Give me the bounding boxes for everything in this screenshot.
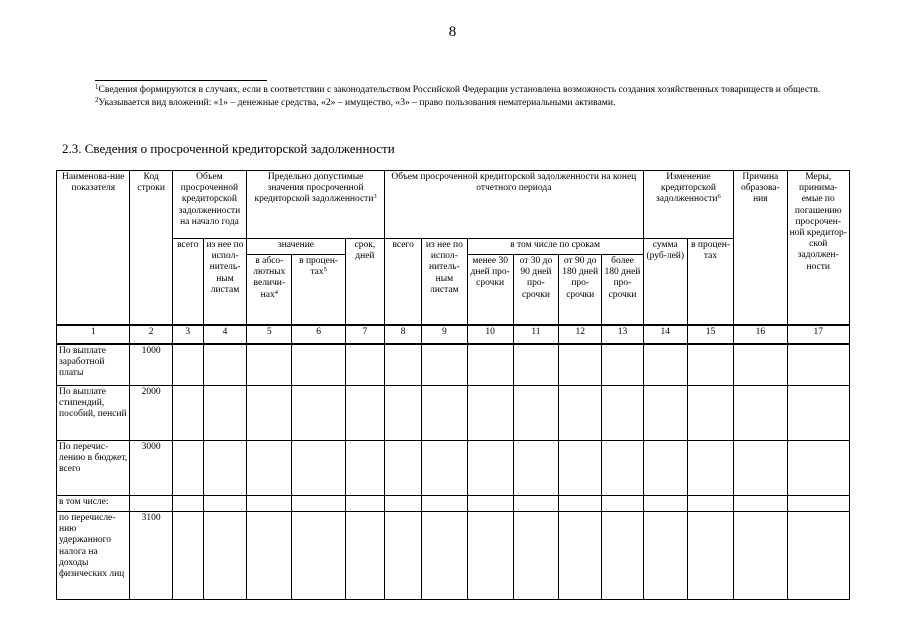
header-total-end: всего	[385, 239, 422, 325]
table-row	[57, 386, 850, 441]
empty-cell	[787, 344, 850, 386]
empty-cell	[643, 512, 687, 600]
row-code: 2000	[130, 386, 172, 441]
page-number: 8	[448, 24, 457, 40]
footnote-text: Указывается вид вложений: «1» – денежные средства, «2» – имущество, «3» – право пользования нематериальными активами.	[98, 96, 616, 108]
row-code: 1000	[130, 344, 172, 386]
row-name: в том числе:	[57, 496, 130, 512]
empty-cell	[734, 386, 787, 441]
empty-cell	[787, 386, 850, 441]
empty-cell	[422, 512, 467, 600]
empty-cell	[292, 441, 345, 496]
empty-cell	[385, 496, 422, 512]
empty-cell	[787, 496, 850, 512]
column-number: 12	[559, 325, 602, 344]
row-code	[130, 496, 172, 512]
header-limit	[247, 171, 385, 239]
empty-cell	[687, 512, 733, 600]
column-number: 1	[57, 325, 130, 344]
empty-cell	[787, 512, 850, 600]
column-number: 5	[247, 325, 292, 344]
row-code: 3000	[130, 441, 172, 496]
empty-cell	[602, 344, 643, 386]
header-of-which-exec: из нее по испол-нитель-ным листам	[203, 239, 246, 325]
empty-cell	[247, 441, 292, 496]
row-name: По перечис-лению в бюджет, всего	[57, 441, 130, 496]
empty-cell	[643, 496, 687, 512]
empty-cell	[422, 496, 467, 512]
header-name: Наименова-ние показателя	[57, 171, 130, 325]
header-reason: Причина образова-ния	[734, 171, 787, 325]
empty-cell	[643, 441, 687, 496]
empty-cell	[643, 344, 687, 386]
empty-cell	[292, 344, 345, 386]
header-change	[643, 171, 734, 239]
empty-cell	[734, 496, 787, 512]
column-number: 4	[203, 325, 246, 344]
empty-cell	[345, 386, 384, 441]
empty-cell	[172, 441, 203, 496]
header-absolute-text: в абсо-лютных величи-нах	[253, 256, 286, 300]
empty-cell	[345, 512, 384, 600]
column-number: 8	[385, 325, 422, 344]
empty-cell	[172, 344, 203, 386]
empty-cell	[559, 512, 602, 600]
header-by-terms: в том числе по срокам	[467, 239, 643, 255]
header-row-1	[57, 171, 850, 239]
header-percent-text: в процен-тах	[299, 256, 339, 278]
table-row	[57, 344, 850, 386]
empty-cell	[513, 496, 558, 512]
header-percent-change: в процен-тах	[687, 239, 733, 325]
empty-cell	[172, 386, 203, 441]
column-number: 11	[513, 325, 558, 344]
header-volume-start: Объем просроченной кредиторской задолженности на начало года	[172, 171, 246, 239]
empty-cell	[643, 386, 687, 441]
empty-cell	[172, 512, 203, 600]
empty-cell	[422, 386, 467, 441]
column-number: 16	[734, 325, 787, 344]
empty-cell	[559, 496, 602, 512]
column-number: 6	[292, 325, 345, 344]
empty-cell	[787, 441, 850, 496]
header-less-30: менее 30 дней про-срочки	[467, 255, 513, 325]
header-code: Код строки	[130, 171, 172, 325]
empty-cell	[687, 441, 733, 496]
empty-cell	[345, 496, 384, 512]
column-number: 9	[422, 325, 467, 344]
empty-cell	[247, 386, 292, 441]
footnote-mark: 1	[95, 83, 99, 91]
footnote-text: Сведения формируются в случаях, если в соответствии с законодательством Российской Федерации установлена возможность создания хозяйственных товариществ и обществ.	[98, 84, 821, 95]
footnotes	[62, 84, 840, 109]
empty-cell	[513, 386, 558, 441]
empty-cell	[467, 344, 513, 386]
column-number: 2	[130, 325, 172, 344]
header-more-180: более 180 дней про-срочки	[602, 255, 643, 325]
empty-cell	[203, 386, 246, 441]
empty-cell	[385, 386, 422, 441]
footnote-separator	[95, 80, 267, 81]
column-number: 15	[687, 325, 733, 344]
header-volume-end: Объем просроченной кредиторской задолженности на конец отчетного периода	[385, 171, 644, 239]
footnote-mark: 4	[274, 288, 278, 296]
header-90-180: от 90 до 180 дней про-срочки	[559, 255, 602, 325]
header-absolute	[247, 255, 292, 325]
column-number: 13	[602, 325, 643, 344]
empty-cell	[602, 496, 643, 512]
table-row	[57, 496, 850, 512]
empty-cell	[345, 344, 384, 386]
empty-cell	[467, 441, 513, 496]
column-number: 14	[643, 325, 687, 344]
footnote-2	[62, 97, 840, 110]
empty-cell	[203, 496, 246, 512]
empty-cell	[687, 344, 733, 386]
header-change-text: Изменение кредиторской задолженности	[656, 172, 718, 205]
row-code: 3100	[130, 512, 172, 600]
table-row	[57, 441, 850, 496]
empty-cell	[247, 496, 292, 512]
header-30-90: от 30 до 90 дней про-срочки	[513, 255, 558, 325]
empty-cell	[734, 441, 787, 496]
header-term: срок, дней	[345, 239, 384, 325]
header-limit-text: Предельно допустимые значения просроченной кредиторской задолженности	[254, 172, 374, 205]
empty-cell	[385, 441, 422, 496]
header-percent	[292, 255, 345, 325]
empty-cell	[247, 344, 292, 386]
table-row	[57, 512, 850, 600]
empty-cell	[422, 441, 467, 496]
empty-cell	[513, 441, 558, 496]
empty-cell	[467, 512, 513, 600]
footnote-mark: 6	[717, 193, 721, 201]
empty-cell	[247, 512, 292, 600]
empty-cell	[559, 441, 602, 496]
footnote-1	[62, 84, 840, 97]
empty-cell	[385, 512, 422, 600]
empty-cell	[345, 441, 384, 496]
row-name: По выплате стипендий, пособий, пенсий	[57, 386, 130, 441]
header-total: всего	[172, 239, 203, 325]
empty-cell	[203, 512, 246, 600]
empty-cell	[292, 386, 345, 441]
empty-cell	[602, 441, 643, 496]
empty-cell	[734, 512, 787, 600]
header-measures: Меры, принима-емые по погашению просрочен-ной кредитор-ской задолжен-ности	[787, 171, 850, 325]
empty-cell	[602, 386, 643, 441]
empty-cell	[422, 344, 467, 386]
empty-cell	[513, 512, 558, 600]
footnote-mark: 2	[95, 95, 99, 104]
empty-cell	[292, 512, 345, 600]
footnote-mark: 5	[323, 266, 327, 274]
empty-cell	[203, 441, 246, 496]
empty-cell	[203, 344, 246, 386]
row-name: по перечисле-нию удержанного налога на доходы физических лиц	[57, 512, 130, 600]
column-number: 10	[467, 325, 513, 344]
empty-cell	[734, 344, 787, 386]
empty-cell	[385, 344, 422, 386]
empty-cell	[559, 344, 602, 386]
column-number-row	[57, 325, 850, 344]
empty-cell	[467, 496, 513, 512]
empty-cell	[687, 386, 733, 441]
empty-cell	[172, 496, 203, 512]
header-row-2	[57, 239, 850, 255]
section-title: 2.3. Сведения о просроченной кредиторской задолженности	[62, 141, 395, 156]
column-number: 17	[787, 325, 850, 344]
footnote-mark: 3	[373, 193, 377, 201]
empty-cell	[602, 512, 643, 600]
row-name: По выплате заработной платы	[57, 344, 130, 386]
header-of-which-exec-end: из нее по испол-нитель-ным листам	[422, 239, 467, 325]
overdue-payables-table	[56, 170, 850, 600]
column-number: 7	[345, 325, 384, 344]
empty-cell	[292, 496, 345, 512]
empty-cell	[467, 386, 513, 441]
header-sum: сумма (руб-лей)	[643, 239, 687, 325]
empty-cell	[687, 496, 733, 512]
header-value: значение	[247, 239, 346, 255]
empty-cell	[559, 386, 602, 441]
empty-cell	[513, 344, 558, 386]
column-number: 3	[172, 325, 203, 344]
